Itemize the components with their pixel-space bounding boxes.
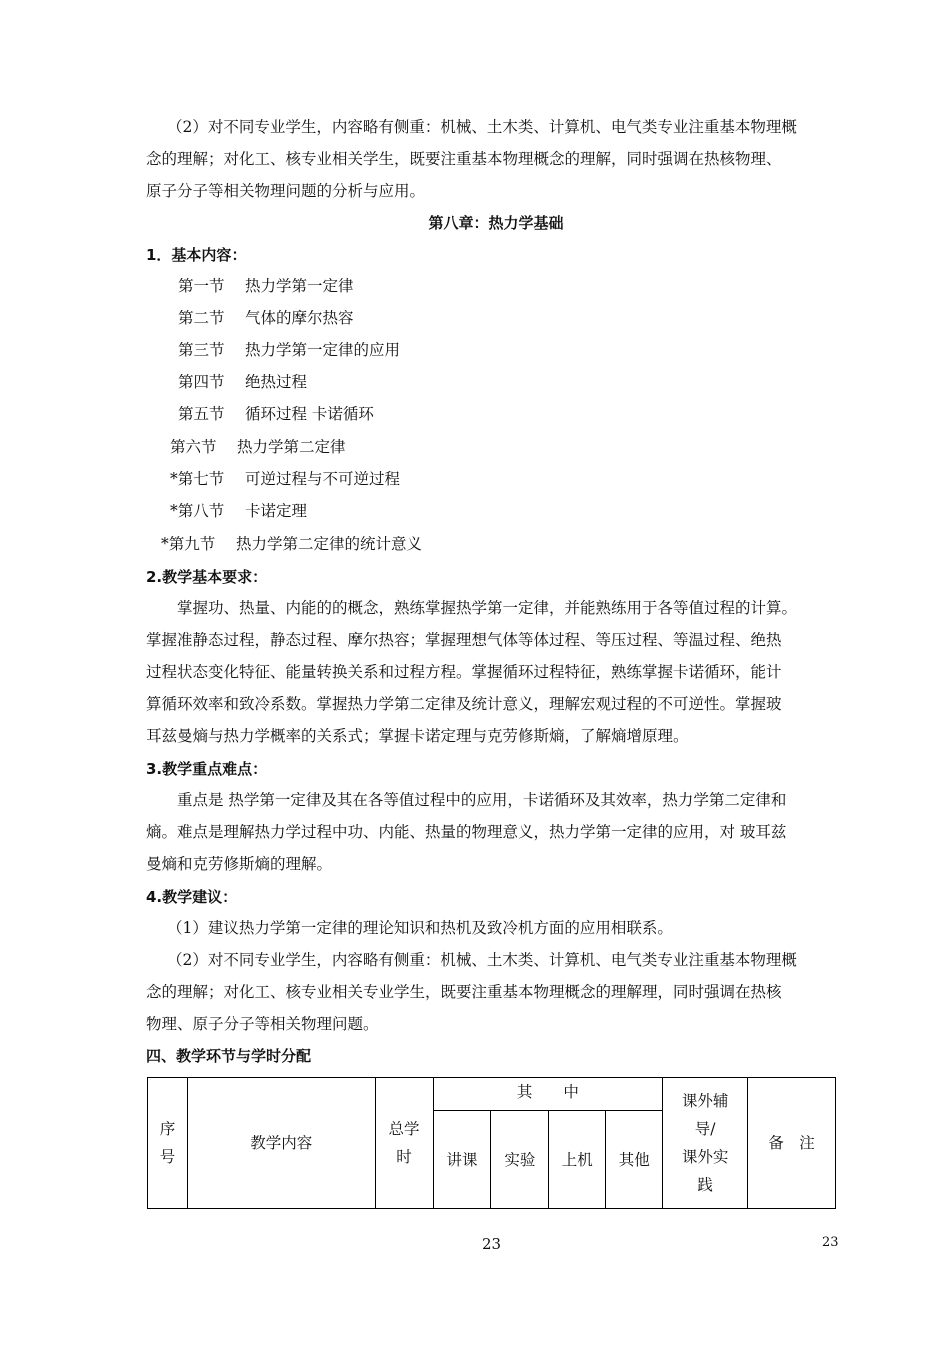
suggestions-heading: 4.教学建议： bbox=[146, 888, 238, 906]
text-line: （2）对不同专业学生，内容略有侧重：机械、土木类、计算机、电气类专业注重基本物理概 bbox=[167, 118, 797, 136]
text-line: 念的理解；对化工、核专业相关学生，既要注重基本物理概念的理解，同时强调在热核物理、 bbox=[146, 150, 782, 168]
text-line: 算循环效率和致冷系数。掌握热力学第二定律及统计意义，理解宏观过程的不可逆性。掌握玻 bbox=[146, 695, 782, 713]
text-line: 耳兹曼熵与热力学概率的关系式；掌握卡诺定理与克劳修斯熵，了解熵增原理。 bbox=[146, 727, 689, 745]
key-points-paragraph bbox=[146, 784, 846, 880]
section-title: 卡诺定理 bbox=[245, 502, 308, 520]
table-header-experiment: 实验 bbox=[491, 1111, 549, 1209]
intro-paragraph bbox=[146, 111, 846, 207]
section-item bbox=[161, 534, 423, 554]
section-title: 热力学第二定律 bbox=[237, 438, 346, 456]
section-item bbox=[170, 437, 346, 457]
section-item bbox=[178, 276, 354, 296]
section-number: 第二节 bbox=[178, 309, 225, 327]
basic-content-heading: 1．基本内容： bbox=[146, 246, 247, 264]
key-points-heading: 3.教学重点难点： bbox=[146, 760, 268, 778]
page-number-right: 23 bbox=[822, 1235, 839, 1250]
section-number: 第五节 bbox=[178, 405, 225, 423]
section-title: 气体的摩尔热容 bbox=[245, 309, 354, 327]
requirements-paragraph bbox=[146, 592, 846, 752]
section-title: 热力学第一定律的应用 bbox=[245, 341, 401, 359]
section-title: 热力学第一定律 bbox=[245, 277, 354, 295]
table-header-seq: 序 号 bbox=[148, 1078, 188, 1209]
schedule-table bbox=[147, 1077, 836, 1209]
text-line: （1）建议热力学第一定律的理论知识和热机及致冷机方面的应用相联系。 bbox=[167, 919, 673, 937]
section-number: 第三节 bbox=[178, 341, 225, 359]
section-item bbox=[178, 404, 374, 424]
requirements-heading: 2.教学基本要求： bbox=[146, 568, 268, 586]
table-header-total-hours: 总学 时 bbox=[375, 1078, 433, 1209]
text-line: 熵。难点是理解热力学过程中功、内能、热量的物理意义，热力学第一定律的应用，对 玻耳兹 bbox=[146, 823, 787, 841]
section-title: 循环过程 卡诺循环 bbox=[245, 405, 374, 423]
text-line: 原子分子等相关物理问题的分析与应用。 bbox=[146, 182, 426, 200]
table-header-other: 其他 bbox=[606, 1111, 663, 1209]
text-line: 掌握功、热量、内能的的概念，熟练掌握热学第一定律，并能熟练用于各等值过程的计算。 bbox=[177, 599, 798, 617]
section-item bbox=[178, 372, 308, 392]
table-header-content: 教学内容 bbox=[187, 1078, 375, 1209]
section-four-heading: 四、教学环节与学时分配 bbox=[146, 1047, 312, 1065]
suggestions-paragraph bbox=[146, 912, 846, 1040]
table-header-computer: 上机 bbox=[549, 1111, 606, 1209]
text-line: 物理、原子分子等相关物理问题。 bbox=[146, 1015, 379, 1033]
table-header-extracurricular: 课外辅 导/ 课外实 践 bbox=[663, 1078, 748, 1209]
section-number: 第六节 bbox=[170, 438, 217, 456]
text-line: 念的理解；对化工、核专业相关专业学生，既要注重基本物理概念的理解理，同时强调在热核 bbox=[146, 983, 782, 1001]
section-item bbox=[170, 501, 308, 521]
section-number: *第九节 bbox=[161, 535, 216, 553]
section-item bbox=[178, 308, 354, 328]
table-header-lecture: 讲课 bbox=[433, 1111, 491, 1209]
text-line: 过程状态变化特征、能量转换关系和过程方程。掌握循环过程特征，熟练掌握卡诺循环，能计 bbox=[146, 663, 782, 681]
section-number: *第七节 bbox=[170, 470, 225, 488]
section-item bbox=[178, 340, 401, 360]
page-number-center: 23 bbox=[482, 1235, 502, 1253]
section-number: *第八节 bbox=[170, 502, 225, 520]
text-line: 重点是 热学第一定律及其在各等值过程中的应用，卡诺循环及其效率，热力学第二定律和 bbox=[177, 791, 787, 809]
section-number: 第一节 bbox=[178, 277, 225, 295]
section-item bbox=[170, 469, 401, 489]
table-header-among: 其 中 bbox=[433, 1078, 663, 1111]
section-title: 可逆过程与不可逆过程 bbox=[245, 470, 401, 488]
text-line: 曼熵和克劳修斯熵的理解。 bbox=[146, 855, 333, 873]
section-number: 第四节 bbox=[178, 373, 225, 391]
section-title: 热力学第二定律的统计意义 bbox=[236, 535, 423, 553]
text-line: （2）对不同专业学生，内容略有侧重：机械、土木类、计算机、电气类专业注重基本物理概 bbox=[167, 951, 797, 969]
chapter-title: 第八章：热力学基础 bbox=[428, 214, 564, 232]
text-line: 掌握准静态过程，静态过程、摩尔热容；掌握理想气体等体过程、等压过程、等温过程、绝热 bbox=[146, 631, 782, 649]
section-title: 绝热过程 bbox=[245, 373, 308, 391]
table-header-remarks: 备 注 bbox=[748, 1078, 836, 1209]
